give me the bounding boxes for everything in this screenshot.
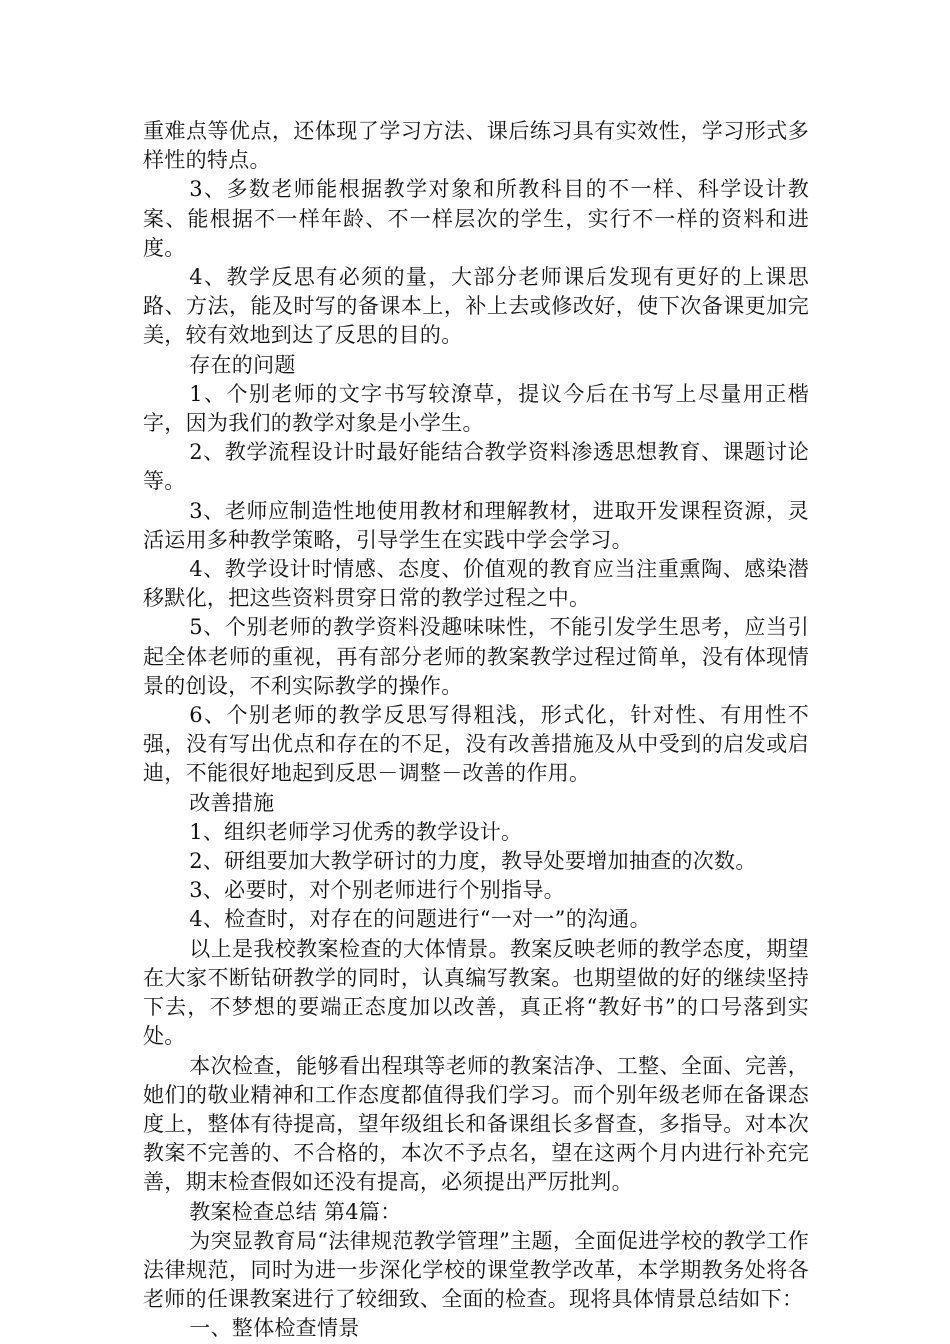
paragraph: 1、个别老师的文字书写较潦草，提议今后在书写上尽量用正楷字，因为我们的教学对象是小学生。	[143, 381, 809, 436]
paragraph: 4、教学设计时情感、态度、价值观的教育应当注重熏陶、感染潜移默化，把这些资料贯穿日常的教学过程之中。	[143, 557, 809, 611]
paragraph: 3、必要时，对个别老师进行个别指导。	[189, 878, 565, 903]
paragraph: 4、教学反思有必须的量，大部分老师课后发现有更好的上课思路、方法，能及时写的备课本上，补上去或修改好，使下次备课更加完美，较有效地到达了反思的目的。	[143, 265, 809, 348]
paragraph: 4、检查时，对存在的问题进行“一对一”的沟通。	[189, 907, 651, 932]
paragraph: 1、组织老师学习优秀的教学设计。	[189, 819, 523, 844]
paragraph: 3、老师应制造性地使用教材和理解教材，进取开发课程资源，灵活运用多种教学策略，引导学生在实践中学会学习。	[143, 498, 809, 552]
paragraph: 3、多数老师能根据教学对象和所教科目的不一样、科学设计教案、能根据不一样年龄、不一样层次的学生，实行不一样的资料和进度。	[143, 177, 809, 260]
paragraph: 本次检查，能够看出程琪等老师的教案洁净、工整、全面、完善，她们的敬业精神和工作态度都值得我们学习。而个别年级老师在备课态度上，整体有待提高，望年级组长和备课组长多督查，多指导。对本次教案不完善的、不合格的，本次不予点名，望在这两个月内进行补充完善，期末检查假如还没有提高，必须提出严厉批判。	[143, 1053, 809, 1195]
paragraph: 为突显教育局“法律规范教学管理”主题，全面促进学校的教学工作法律规范，同时为进一步深化学校的课堂教学改革，本学期教务处将各老师的任课教案进行了较细致、全面的检查。现将具体情景总结如下：	[143, 1228, 809, 1312]
section-heading: 改善措施	[189, 790, 275, 815]
paragraph: 6、个别老师的教学反思写得粗浅，形式化，针对性、有用性不强，没有写出优点和存在的不足，没有改善措施及从中受到的启发或启迪，不能很好地起到反思－调整－改善的作用。	[143, 703, 809, 786]
paragraph: 重难点等优点，还体现了学习方法、课后练习具有实效性，学习形式多样性的特点。	[143, 119, 809, 173]
section-heading: 一、整体检查情景	[189, 1316, 360, 1341]
article-heading: 教案检查总结 第4篇：	[189, 1199, 402, 1224]
paragraph: 以上是我校教案检查的大体情景。教案反映老师的教学态度，期望在大家不断钻研教学的同时，认真编写教案。也期望做的好的继续坚持下去，不梦想的要端正态度加以改善，真正将“教好书”的口号落到实处。	[143, 936, 809, 1049]
section-heading: 存在的问题	[189, 352, 296, 377]
paragraph: 2、教学流程设计时最好能结合教学资料渗透思想教育、课题讨论等。	[143, 440, 809, 494]
document-body	[143, 117, 809, 1344]
paragraph: 5、个别老师的教学资料没趣味味性，不能引发学生思考，应当引起全体老师的重视，再有部分老师的教案教学过程过简单，没有体现情景的创设，不利实际教学的操作。	[143, 615, 809, 698]
paragraph: 2、研组要加大教学研讨的力度，教导处要增加抽查的次数。	[189, 849, 757, 874]
